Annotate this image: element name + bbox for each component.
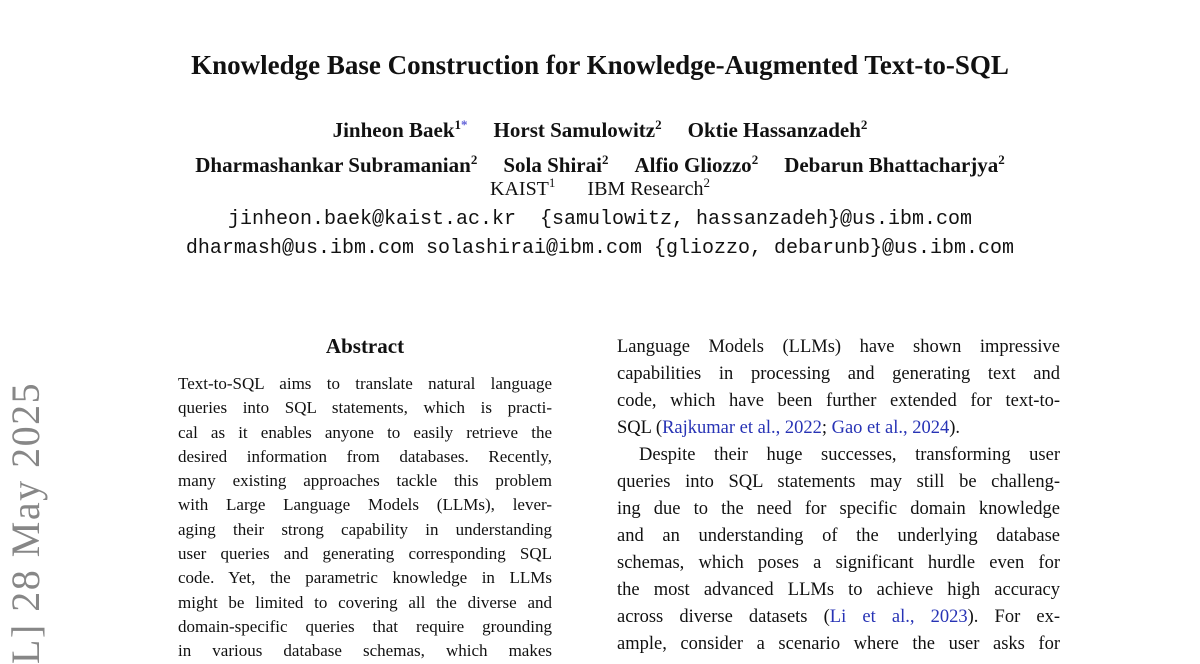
abstract-line: cal as it enables anyone to easily retrieve the: [178, 422, 552, 442]
affiliation-line: [0, 175, 1200, 201]
email-line: jinheon.baek@kaist.ac.kr {samulowitz, hassanzadeh}@us.ibm.com: [227, 208, 973, 231]
abstract-line: many existing approaches tackle this problem: [178, 471, 552, 491]
citation-link[interactable]: Rajkumar et al., 2022: [662, 418, 822, 438]
arxiv-watermark-date: L] 28 May 2025: [3, 381, 48, 664]
author-name: Alfio Gliozzo$^2$: [634, 152, 759, 177]
abstract-line: user queries and generating corresponding SQL: [178, 544, 552, 564]
author-affiliation-sup: 2: [655, 117, 662, 132]
author-name: Sola Shirai$^2$: [503, 152, 609, 177]
author-row: [0, 114, 1200, 149]
author-name: Debarun Bhattacharjya$^2$: [784, 152, 1005, 177]
paper-title: Knowledge Base Construction for Knowledge-Augmented Text-to-SQL: [191, 50, 1009, 80]
body-text-line: Language Models (LLMs) have shown impressive: [617, 337, 1060, 357]
abstract-line: code. Yet, the parametric knowledge in LLMs: [178, 568, 552, 588]
affiliation-sup: 2: [703, 175, 710, 190]
body-text-line: Despite their huge successes, transforming user: [639, 445, 1060, 465]
email-line: dharmash@us.ibm.com solashirai@ibm.com {gliozzo, debarunb}@us.ibm.com: [185, 237, 1015, 260]
body-text-line: ing due to the need for specific domain knowledge: [617, 499, 1060, 519]
body-text-line: capabilities in processing and generating text and: [617, 364, 1060, 384]
abstract-line: queries into SQL statements, which is practi-: [178, 398, 552, 418]
author-name: Dharmashankar Subramanian$^2$: [195, 152, 478, 177]
body-text-line: queries into SQL statements may still be challeng-: [617, 472, 1060, 492]
abstract-line: in various database schemas, which makes: [178, 641, 552, 661]
abstract-line: Text-to-SQL aims to translate natural language: [178, 374, 552, 393]
abstract-line: with Large Language Models (LLMs), lever-: [178, 495, 552, 515]
author-affiliation-sup: 1: [454, 117, 462, 132]
author-affiliation-sup: 2: [470, 152, 478, 167]
abstract-line: domain-specific queries that require grounding: [178, 616, 552, 636]
body-text-line: schemas, which poses a significant hurdle even for: [617, 553, 1060, 573]
affiliation-sup: 1: [548, 175, 556, 190]
affiliation: KAIST$^1$: [490, 175, 556, 200]
abstract-line: aging their strong capability in understanding: [178, 519, 552, 539]
author-affiliation-sup: 2: [751, 152, 759, 167]
body-text-line: SQL (Rajkumar et al., 2022; Gao et al., 2024).: [617, 418, 961, 438]
abstract-body: [178, 372, 552, 664]
citation-link[interactable]: Li et al., 2023: [829, 607, 968, 627]
author-block: [0, 114, 1200, 184]
body-text-line: code, which have been further extended for text-to-: [617, 391, 1060, 411]
affiliation: IBM Research$^2$: [587, 175, 710, 200]
body-text-line: and an understanding of the underlying database: [617, 526, 1060, 546]
body-text-line: across diverse datasets (Li et al., 2023). For ex-: [617, 607, 1060, 627]
abstract-heading: Abstract: [325, 334, 405, 358]
intro-column: [617, 334, 1060, 658]
body-text-line: the most advanced LLMs to achieve high accuracy: [617, 580, 1060, 600]
footnote-asterisk: *: [461, 117, 468, 132]
abstract-line: might be limited to covering all the diverse and: [178, 592, 552, 612]
abstract-line: desired information from databases. Recently,: [178, 446, 552, 466]
author-affiliation-sup: 2: [860, 117, 868, 132]
author-name: Oktie Hassanzadeh$^2$: [687, 117, 868, 142]
author-affiliation-sup: 2: [601, 152, 609, 167]
author-name: Horst Samulowitz$^2$: [493, 117, 662, 142]
citation-link[interactable]: Gao et al., 2024: [831, 418, 950, 438]
author-affiliation-sup: 2: [998, 152, 1005, 167]
body-text-line: ample, consider a scenario where the user asks for: [617, 634, 1060, 654]
author-name: Jinheon Baek$^{1*}$: [332, 117, 468, 142]
